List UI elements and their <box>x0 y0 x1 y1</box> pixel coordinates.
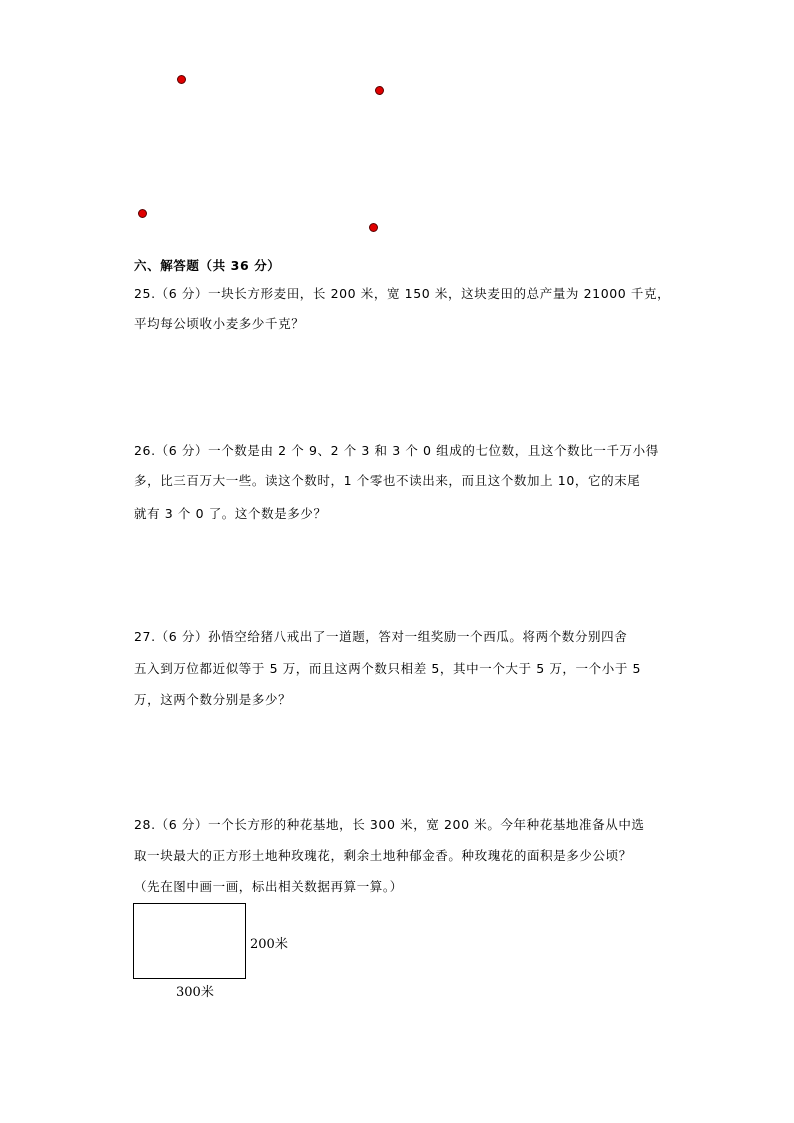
point-top-left <box>177 75 186 84</box>
point-bottom-right <box>369 223 378 232</box>
question-28-line-3: （先在图中画一画，标出相关数据再算一算。） <box>134 879 403 894</box>
question-25-line-2: 平均每公顷收小麦多少千克？ <box>134 316 305 331</box>
question-26-line-3: 就有 3 个 0 了。这个数是多少？ <box>134 506 327 521</box>
point-bottom-left <box>138 209 147 218</box>
question-26-line-1: 26.（6 分）一个数是由 2 个 9、2 个 3 和 3 个 0 组成的七位数，且这个数比一千万小得 <box>134 443 659 458</box>
garden-rectangle <box>133 903 246 979</box>
question-28-line-2: 取一块最大的正方形土地种玫瑰花，剩余土地种郁金香。种玫瑰花的面积是多少公顷？ <box>134 848 632 863</box>
point-top-right <box>375 86 384 95</box>
question-26-line-2: 多，比三百万大一些。读这个数时，1 个零也不读出来，而且这个数加上 10，它的末尾 <box>134 473 641 488</box>
width-label: 200米 <box>250 937 288 952</box>
question-27-line-2: 五入到万位都近似等于 5 万，而且这两个数只相差 5，其中一个大于 5 万，一个小于 5 <box>134 661 642 676</box>
length-label: 300米 <box>176 985 214 1000</box>
question-27-line-1: 27.（6 分）孙悟空给猪八戒出了一道题，答对一组奖励一个西瓜。将两个数分别四舍 <box>134 629 628 644</box>
question-27-line-3: 万，这两个数分别是多少？ <box>134 692 292 707</box>
section-title: 六、解答题（共 36 分） <box>134 258 281 273</box>
question-28-line-1: 28.（6 分）一个长方形的种花基地，长 300 米，宽 200 米。今年种花基地准备从中选 <box>134 817 645 832</box>
question-25-line-1: 25.（6 分）一块长方形麦田，长 200 米，宽 150 米，这块麦田的总产量为 21000 千克， <box>134 286 671 301</box>
